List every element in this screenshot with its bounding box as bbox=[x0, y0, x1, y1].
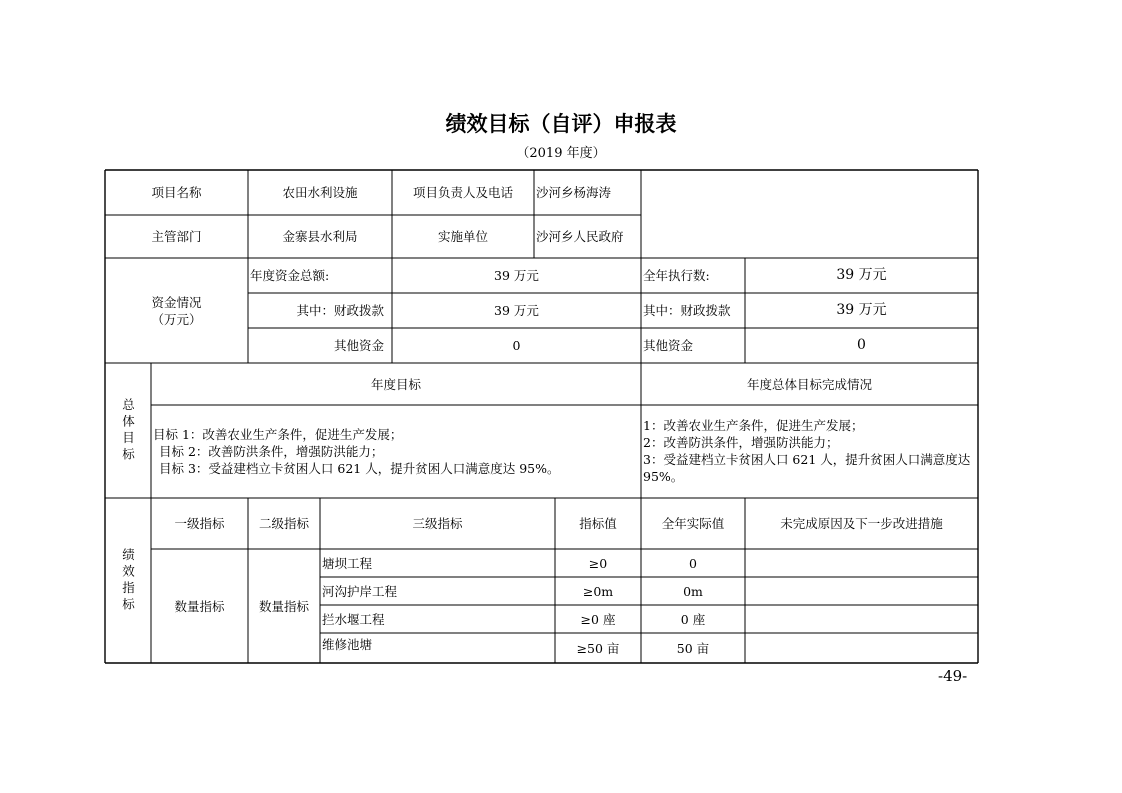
page-number: -49- bbox=[938, 667, 968, 685]
project-leader-label: 项目负责人及电话 bbox=[412, 185, 513, 200]
project-name-value: 农田水利设施 bbox=[282, 185, 358, 200]
other-value: 0 bbox=[512, 338, 521, 353]
header-level1: 一级指标 bbox=[174, 516, 225, 531]
indicator-side-label: 绩效指标 bbox=[120, 547, 136, 614]
funds-label bbox=[105, 258, 248, 363]
impl-label: 实施单位 bbox=[437, 229, 488, 244]
fiscal-value: 39 万元 bbox=[494, 303, 539, 318]
executed-value: 39 万元 bbox=[836, 267, 887, 283]
completion-item: 1：改善农业生产条件，促进生产发展； bbox=[643, 418, 864, 433]
header-actual: 全年实际值 bbox=[661, 516, 725, 531]
annual-total-value: 39 万元 bbox=[494, 268, 539, 283]
header-level3: 三级指标 bbox=[412, 516, 463, 531]
indicator-actual: 0 座 bbox=[680, 611, 706, 627]
indicator-name: 拦水堰工程 bbox=[322, 611, 385, 627]
fiscal-exec-value: 39 万元 bbox=[836, 302, 887, 318]
indicator-name: 维修池塘 bbox=[322, 636, 373, 652]
document-year: （2019 年度） bbox=[516, 146, 606, 161]
other-exec-value: 0 bbox=[857, 337, 866, 353]
annual-total-label: 年度资金总额: bbox=[250, 268, 330, 283]
indicator-name: 塘坝工程 bbox=[322, 555, 373, 571]
indicator-reason bbox=[745, 549, 978, 577]
overall-side-label: 总体目标 bbox=[120, 397, 136, 464]
funds-label-line2: （万元） bbox=[151, 311, 202, 327]
indicator-reason bbox=[745, 577, 978, 605]
completion-header: 年度总体目标完成情况 bbox=[746, 376, 872, 392]
impl-value: 沙河乡人民政府 bbox=[536, 229, 624, 244]
indicator-target: ≥0 bbox=[588, 555, 608, 571]
completion-list bbox=[643, 417, 976, 485]
indicator-actual: 0 bbox=[689, 555, 697, 571]
indicator-target: ≥0 座 bbox=[580, 611, 616, 627]
completion-item: 95%。 bbox=[643, 469, 684, 484]
goal-item: 目标 2：改善防洪条件，增强防洪能力； bbox=[159, 444, 384, 459]
dept-label: 主管部门 bbox=[151, 229, 202, 244]
document-title: 绩效目标（自评）申报表 bbox=[445, 112, 677, 136]
goal-item: 目标 3：受益建档立卡贫困人口 621 人，提升贫困人口满意度达 95%。 bbox=[159, 461, 560, 476]
header-target: 指标值 bbox=[579, 516, 617, 531]
goal-header: 年度目标 bbox=[370, 376, 421, 392]
other-label: 其他资金 bbox=[333, 338, 384, 353]
goal-item: 目标 1：改善农业生产条件，促进生产发展； bbox=[153, 427, 403, 442]
level2-value: 数量指标 bbox=[258, 598, 309, 614]
level1-value: 数量指标 bbox=[174, 598, 225, 614]
indicator-actual: 0m bbox=[683, 583, 703, 599]
indicator-reason bbox=[745, 605, 978, 633]
other-exec-label: 其他资金 bbox=[643, 338, 694, 353]
goal-list bbox=[153, 426, 639, 477]
indicator-target: ≥0m bbox=[582, 583, 614, 599]
executed-label: 全年执行数: bbox=[643, 268, 710, 283]
completion-item: 2：改善防洪条件，增强防洪能力； bbox=[643, 435, 839, 450]
funds-label-line1: 资金情况 bbox=[151, 294, 202, 310]
header-reason: 未完成原因及下一步改进措施 bbox=[780, 516, 943, 531]
indicator-actual: 50 亩 bbox=[676, 640, 710, 656]
dept-value: 金寨县水利局 bbox=[282, 229, 358, 244]
fiscal-label: 其中：财政拨款 bbox=[296, 303, 384, 318]
header-level2: 二级指标 bbox=[258, 516, 309, 531]
indicator-name: 河沟护岸工程 bbox=[322, 583, 398, 599]
project-leader-value: 沙河乡杨海涛 bbox=[536, 185, 612, 200]
project-name-label: 项目名称 bbox=[151, 185, 202, 200]
indicator-reason bbox=[745, 633, 978, 663]
completion-item: 3：受益建档立卡贫困人口 621 人，提升贫困人口满意度达 bbox=[643, 452, 971, 467]
fiscal-exec-label: 其中：财政拨款 bbox=[643, 303, 731, 318]
indicator-target: ≥50 亩 bbox=[576, 640, 620, 656]
